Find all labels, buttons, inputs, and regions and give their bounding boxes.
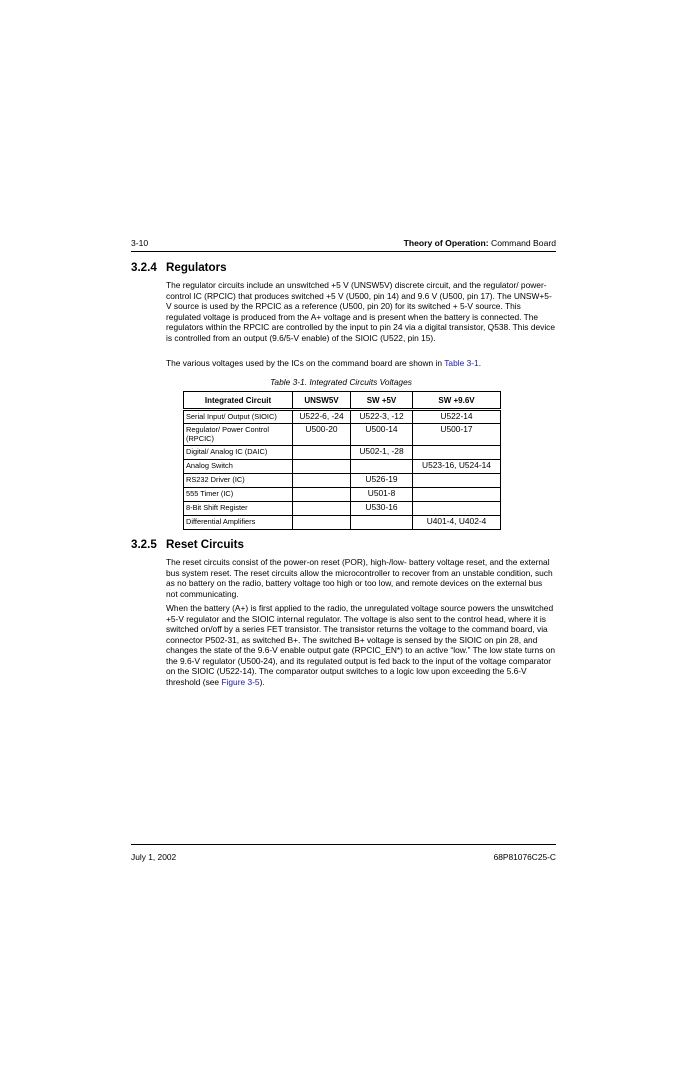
- table-cell: RS232 Driver (IC): [184, 474, 293, 488]
- header-title-rest: Command Board: [488, 238, 556, 248]
- section-number: 3.2.5: [131, 538, 157, 551]
- table-header-cell: UNSW5V: [293, 392, 351, 410]
- table-cell: Analog Switch: [184, 460, 293, 474]
- table-cell: [293, 446, 351, 460]
- table-cell: U500-14: [351, 424, 413, 446]
- section-title: Reset Circuits: [166, 538, 244, 551]
- footer-doc-number: 68P81076C25-C: [493, 852, 556, 862]
- table-cell: [293, 474, 351, 488]
- table-row: [184, 424, 501, 446]
- header-page-number: 3-10: [131, 238, 149, 248]
- table-cell: [293, 460, 351, 474]
- table-cell: U501-8: [351, 488, 413, 502]
- section-heading-regulators: [131, 261, 227, 275]
- table-row: [184, 460, 501, 474]
- table-header-cell: Integrated Circuit: [184, 392, 293, 410]
- table-cell: U523-16, U524-14: [413, 460, 501, 474]
- table-cell: [413, 474, 501, 488]
- table-cell: U522-3, -12: [351, 410, 413, 424]
- table-cell: Differential Amplifiers: [184, 516, 293, 530]
- table-header-cell: SW +5V: [351, 392, 413, 410]
- table-caption: Table 3-1. Integrated Circuits Voltages: [270, 377, 412, 387]
- paragraph-text: When the battery (A+) is first applied to the radio, the unregulated voltage source powers the unswitched +5-V regulator and the SIOIC internal regulator. The voltage is also sent to the control head, where it is switched on/off by a series FET transistor. The transistor returns the voltage to the command board, via connector P502-31, as switched B+. The switched B+ voltage is sensed by the SIOIC on pin 28, and changes the state of the 9.6-V enable output gate (RPCIC_EN*) to an active “low.” The low state turns on the 9.6-V regulator (U500-24), and its regulated output is fed back to the input of the voltage comparator on the SIOIC (U522-14). The comparator output switches to a logic low upon exceeding the 5.6-V threshold (see: [166, 603, 556, 687]
- table-row: [184, 474, 501, 488]
- table-cell: Digital/ Analog IC (DAIC): [184, 446, 293, 460]
- footer-date: July 1, 2002: [131, 852, 177, 862]
- table-cell: [351, 516, 413, 530]
- table-cell: U522-6, -24: [293, 410, 351, 424]
- table-cell: [351, 460, 413, 474]
- footer-rule: [131, 844, 556, 845]
- page-footer: [131, 850, 556, 864]
- table-cell: U526-19: [351, 474, 413, 488]
- table-row: [184, 446, 501, 460]
- page-header: [131, 236, 556, 250]
- table-cell: U401-4, U402-4: [413, 516, 501, 530]
- paragraph-text: ).: [259, 676, 265, 687]
- table-header-cell: SW +9.6V: [413, 392, 501, 410]
- voltages-table: [183, 391, 501, 530]
- table-cell: Regulator/ Power Control (RPCIC): [184, 424, 293, 446]
- table-cell: [293, 502, 351, 516]
- paragraph-text: The various voltages used by the ICs on the command board are shown in: [166, 358, 445, 368]
- table-row: [184, 502, 501, 516]
- table-cell: U500-17: [413, 424, 501, 446]
- table-cell: [413, 502, 501, 516]
- table-3-1-link[interactable]: Table 3-1: [444, 358, 479, 368]
- section-number: 3.2.4: [131, 261, 157, 274]
- table-cell: [293, 488, 351, 502]
- reset-paragraph-1: The reset circuits consist of the power-on reset (POR), high-/low- battery voltage reset, and the external bus system reset. The reset circuits allow the microcontroller to recover from an unstable condition, such as no battery on the radio, battery voltage too high or too low, and remote devices on the external bus not communicating.: [166, 557, 553, 599]
- paragraph-text: .: [478, 358, 482, 368]
- header-title: [404, 236, 556, 250]
- table-cell: U530-16: [351, 502, 413, 516]
- regulators-paragraph-2: [166, 358, 556, 369]
- reset-paragraph-2: [166, 603, 556, 687]
- section-heading-reset-circuits: [131, 538, 244, 552]
- figure-3-5-link[interactable]: Figure 3-5: [221, 676, 260, 687]
- section-title: Regulators: [166, 261, 227, 274]
- table-cell: Serial Input/ Output (SIOIC): [184, 410, 293, 424]
- header-rule: [131, 251, 556, 252]
- table-row: [184, 516, 501, 530]
- table-cell: 8-Bit Shift Register: [184, 502, 293, 516]
- table-cell: U500-20: [293, 424, 351, 446]
- table-cell: [413, 446, 501, 460]
- table-row: [184, 410, 501, 424]
- table-row: [184, 488, 501, 502]
- table-cell: 555 Timer (IC): [184, 488, 293, 502]
- table-cell: U522-14: [413, 410, 501, 424]
- table-cell: [293, 516, 351, 530]
- table-header-row: [184, 392, 501, 410]
- table-cell: U502-1, -28: [351, 446, 413, 460]
- table-cell: [413, 488, 501, 502]
- header-title-bold: Theory of Operation:: [403, 238, 489, 248]
- regulators-paragraph-1: The regulator circuits include an unswitched +5 V (UNSW5V) discrete circuit, and the regulator/ power-control IC (RPCIC) that produces switched +5 V (U500, pin 14) and 9.6 V (U500, pin 17). The UNSW+5-V source is used by the RPCIC as a reference (U500, pin 20) for its switched + 5-V source. This regulated voltage is produced from the A+ voltage and is present when the battery is connected. The regulators within the RPCIC are controlled by the input to pin 24 via a digital transistor, Q538. This device is controlled from an output (9.6/5-V enable) of the SIOIC (U522, pin 15).: [166, 280, 556, 343]
